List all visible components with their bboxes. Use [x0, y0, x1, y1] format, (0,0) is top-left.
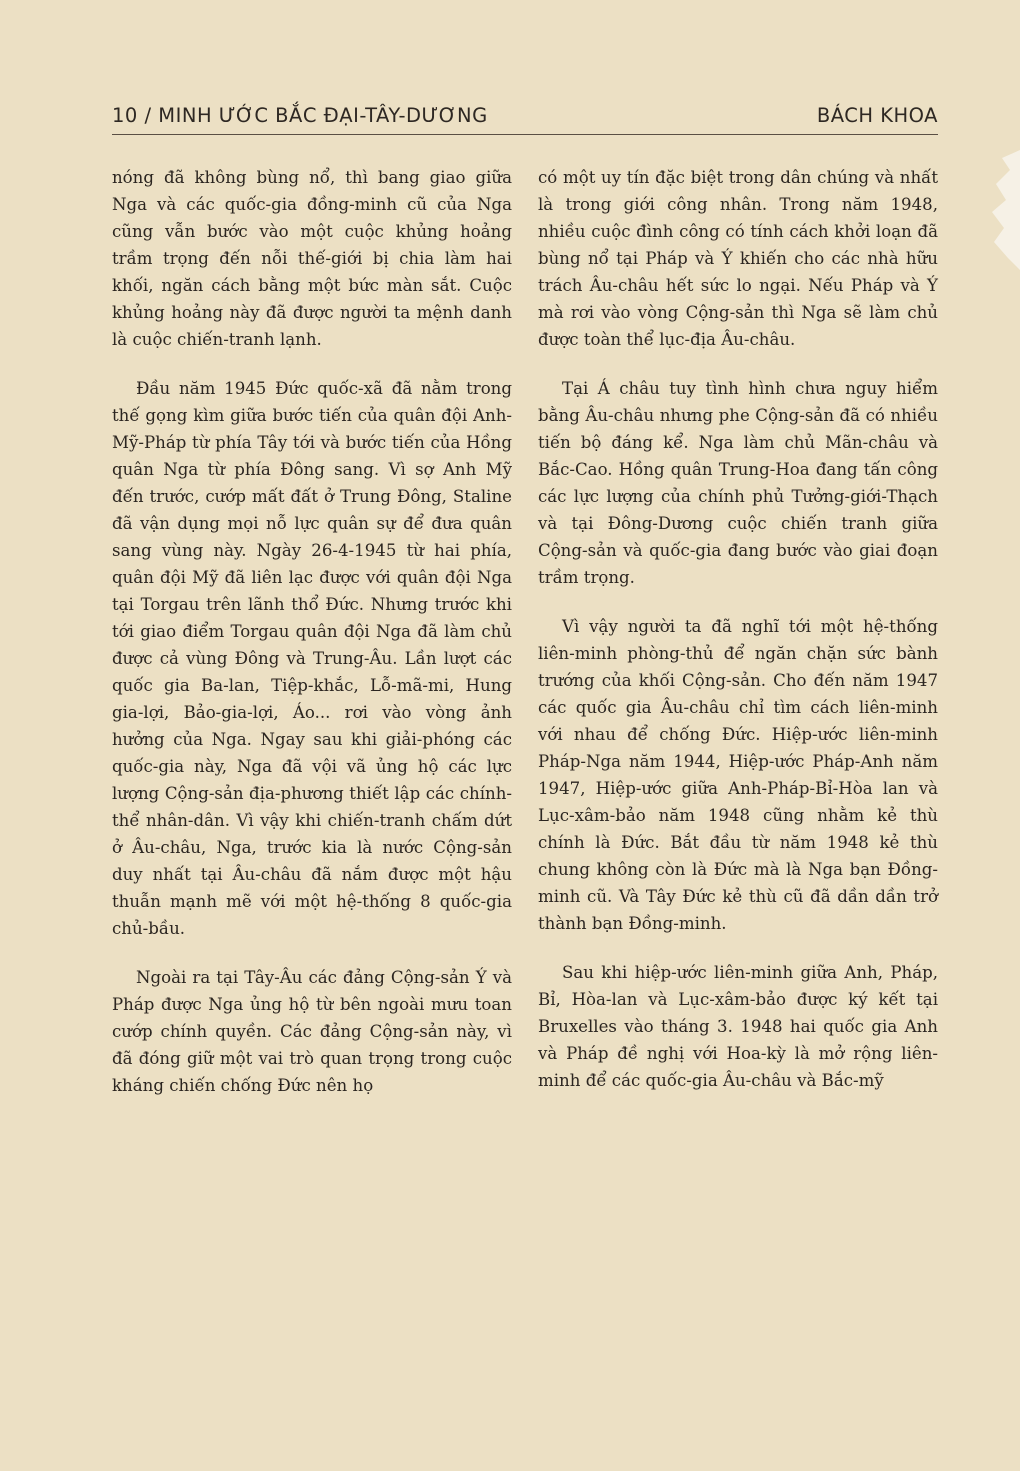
page-number-and-article-title: 10 / MINH ƯỚC BẮC ĐẠI-TÂY-DƯƠNG [112, 104, 488, 127]
paragraph: có một uy tín đặc biệt trong dân chúng và nhất là trong giới công nhân. Trong năm 1948, nhiều cuộc đình công có tính cách khởi loạn đã bùng nổ tại Pháp và Ý khiến cho các nhà hữu trách Âu-châu hết sức lo ngại. Nếu Pháp và Ý mà rơi vào vòng Cộng-sản thì Nga sẽ làm chủ được toàn thể lục-địa Âu-châu. [538, 168, 938, 349]
paragraph: Tại Á châu tuy tình hình chưa nguy hiểm bằng Âu-châu nhưng phe Cộng-sản đã có nhiều tiến bộ đáng kể. Nga làm chủ Mãn-châu và Bắc-Cao. Hồng quân Trung-Hoa đang tấn công các lực lượng của chính phủ Tưởng-giới-Thạch và tại Đông-Dương cuộc chiến tranh giữa Cộng-sản và quốc-gia đang bước vào giai đoạn trầm trọng. [538, 379, 938, 587]
page-edge-damage [972, 150, 1020, 270]
paragraph: nóng đã không bùng nổ, thì bang giao giữa Nga và các quốc-gia đồng-minh cũ của Nga cũng vẫn bước vào một cuộc khủng hoảng trầm trọng đến nỗi thế-giới bị chia làm hai khối, ngăn cách bằng một bức màn sắt. Cuộc khủng hoảng này đã được người ta mệnh danh là cuộc chiến-tranh lạnh. [112, 168, 512, 349]
right-column [538, 164, 938, 1116]
paragraph: Đầu năm 1945 Đức quốc-xã đã nằm trong thế gọng kìm giữa bước tiến của quân đội Anh-Mỹ-Pháp từ phía Tây tới và bước tiến của Hồng quân Nga từ phía Đông sang. Vì sợ Anh Mỹ đến trước, cướp mất đất ở Trung Đông, Staline đã vận dụng mọi nỗ lực quân sự để đưa quân sang vùng này. Ngày 26-4-1945 từ hai phía, quân đội Mỹ đã liên lạc được với quân đội Nga tại Torgau trên lãnh thổ Đức. Nhưng trước khi tới giao điểm Torgau quân đội Nga đã làm chủ được cả vùng Đông và Trung-Âu. Lần lượt các quốc gia Ba-lan, Tiệp-khắc, Lỗ-mã-mi, Hung gia-lợi, Bảo-gia-lợi, Áo... rơi vào vòng ảnh hưởng của Nga. Ngay sau khi giải-phóng các quốc-gia này, Nga đã vội vã ủng hộ các lực lượng Cộng-sản địa-phương thiết lập các chính-thể nhân-dân. Vì vậy khi chiến-tranh chấm dứt ở Âu-châu, Nga, trước kia là nước Cộng-sản duy nhất tại Âu-châu đã nắm được một hậu thuẫn mạnh mẽ với một hệ-thống 8 quốc-gia chủ-bầu. [112, 379, 512, 938]
left-column [112, 164, 512, 1121]
magazine-name: BÁCH KHOA [816, 104, 938, 127]
paragraph: Vì vậy người ta đã nghĩ tới một hệ-thống liên-minh phòng-thủ để ngăn chặn sức bành trướng của khối Cộng-sản. Cho đến năm 1947 các quốc gia Âu-châu chỉ tìm cách liên-minh với nhau để chống Đức. Hiệp-ước liên-minh Pháp-Nga năm 1944, Hiệp-ước Pháp-Anh năm 1947, Hiệp-ước giữa Anh-Pháp-Bỉ-Hòa lan và Lục-xâm-bảo năm 1948 cũng nhằm kẻ thù chính là Đức. Bắt đầu từ năm 1948 kẻ thù chung không còn là Đức mà là Nga bạn Đồng-minh cũ. Và Tây Đức kẻ thù cũ đã dần dần trở thành bạn Đồng-minh. [538, 617, 938, 933]
paragraph: Ngoài ra tại Tây-Âu các đảng Cộng-sản Ý và Pháp được Nga ủng hộ từ bên ngoài mưu toan cướp chính quyền. Các đảng Cộng-sản này, vì đã đóng giữ một vai trò quan trọng trong cuộc kháng chiến chống Đức nên họ [112, 968, 512, 1095]
running-header [112, 100, 938, 135]
paragraph: Sau khi hiệp-ước liên-minh giữa Anh, Pháp, Bỉ, Hòa-lan và Lục-xâm-bảo được ký kết tại Bruxelles vào tháng 3. 1948 hai quốc gia Anh và Pháp đề nghị với Hoa-kỳ là mở rộng liên-minh để các quốc-gia Âu-châu và Bắc-mỹ [538, 963, 938, 1090]
